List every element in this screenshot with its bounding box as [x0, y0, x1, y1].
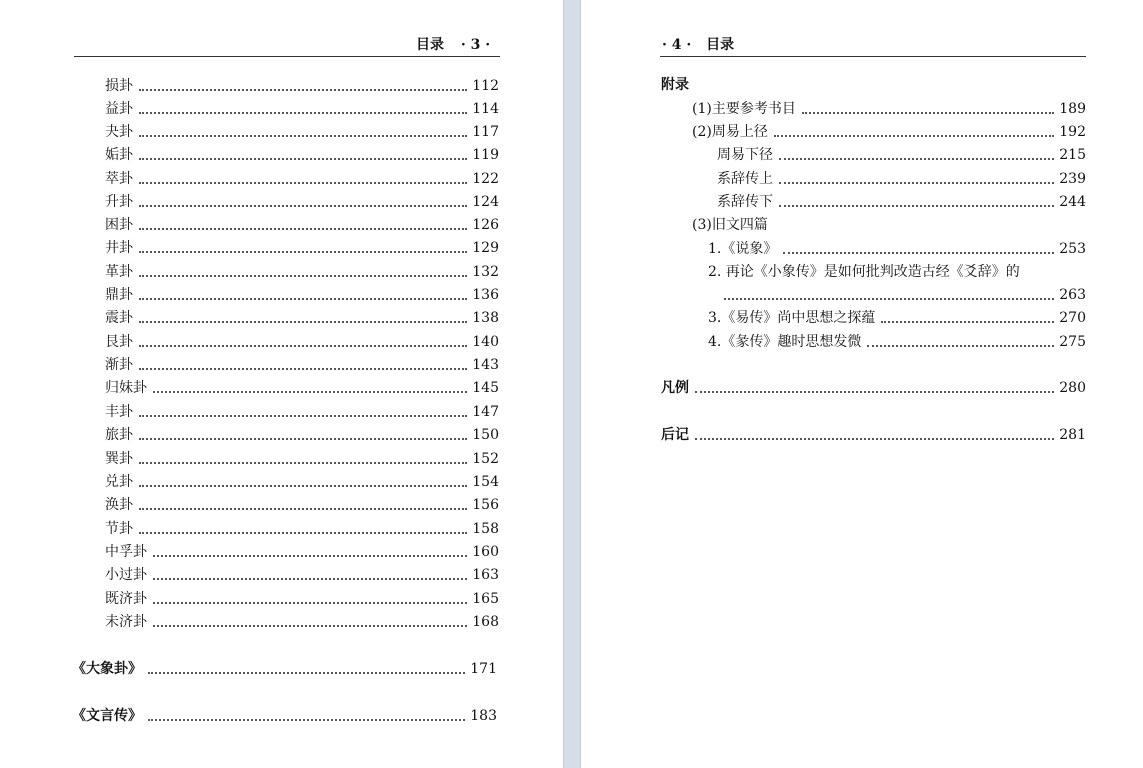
- leader-dots: [139, 135, 467, 137]
- toc-entry-label: 井卦: [105, 240, 133, 256]
- leader-dots: [695, 438, 1054, 440]
- toc-entry-page: 154: [472, 474, 499, 490]
- leader-dots: [153, 391, 467, 393]
- appendix-entry-page: 189: [1059, 101, 1086, 117]
- leader-dots: [139, 415, 467, 417]
- appendix-entry-label-wrapped: 2. 再论《小象传》是如何批判改造古经《爻辞》的: [708, 264, 1020, 280]
- leader-dots: [139, 321, 467, 323]
- toc-section-page: 280: [1059, 380, 1086, 396]
- leader-dots: [153, 578, 467, 580]
- toc-entry[interactable]: [105, 263, 499, 281]
- toc-section-page: 183: [470, 708, 497, 724]
- toc-entry[interactable]: [105, 543, 499, 561]
- page-gutter: [563, 0, 581, 768]
- leader-dots: [148, 672, 465, 674]
- appendix-entry-label: 1.《说象》: [708, 241, 778, 257]
- toc-section-label: 《大象卦》: [72, 661, 142, 677]
- toc-entry[interactable]: [105, 146, 499, 164]
- toc-entry-page: 114: [472, 101, 499, 117]
- appendix-entry[interactable]: [717, 146, 1086, 164]
- appendix-entry-label: 系辞传下: [717, 194, 773, 210]
- appendix-entry-page: 270: [1059, 310, 1086, 326]
- toc-entry-label: 未济卦: [105, 614, 147, 630]
- toc-entry[interactable]: [105, 286, 499, 304]
- toc-entry-label: 中孚卦: [105, 544, 147, 560]
- appendix-entry[interactable]: [717, 170, 1086, 188]
- toc-entry-label: 升卦: [105, 194, 133, 210]
- leader-dots: [148, 719, 465, 721]
- toc-section-entry[interactable]: [661, 426, 1086, 444]
- toc-entry[interactable]: [105, 77, 499, 95]
- toc-entry-page: 138: [472, 310, 499, 326]
- toc-entry-page: 129: [472, 240, 499, 256]
- toc-entry-label: 震卦: [105, 310, 133, 326]
- leader-dots: [783, 252, 1054, 254]
- page-header: [662, 34, 734, 54]
- leader-dots: [153, 555, 467, 557]
- appendix-subheading: (3)旧文四篇: [692, 217, 768, 233]
- leader-dots: [139, 251, 467, 253]
- leader-dots: [139, 298, 467, 300]
- header-page-marker: · 3 ·: [460, 37, 491, 53]
- header-rule: [660, 56, 1086, 57]
- toc-entry-label: 小过卦: [105, 567, 147, 583]
- toc-section-label: 后记: [661, 427, 689, 443]
- toc-entry[interactable]: [105, 333, 499, 351]
- toc-entry[interactable]: [105, 426, 499, 444]
- toc-entry[interactable]: [105, 239, 499, 257]
- toc-entry-label: 损卦: [105, 78, 133, 94]
- appendix-entry[interactable]: [692, 100, 1086, 118]
- leader-dots: [695, 391, 1054, 393]
- appendix-entry-page: 239: [1059, 171, 1086, 187]
- toc-section-entry[interactable]: [72, 660, 497, 678]
- toc-entry[interactable]: [105, 356, 499, 374]
- leader-dots: [139, 112, 467, 114]
- toc-entry-page: 150: [472, 427, 499, 443]
- toc-entry-page: 117: [472, 124, 499, 140]
- leader-dots: [139, 485, 467, 487]
- toc-section-label: 《文言传》: [72, 708, 142, 724]
- toc-entry-page: 163: [472, 567, 499, 583]
- toc-entry-page: 165: [472, 591, 499, 607]
- header-page-marker: · 4 ·: [662, 37, 692, 53]
- toc-entry-label: 巽卦: [105, 451, 133, 467]
- toc-section-entry[interactable]: [72, 707, 497, 725]
- toc-entry-page: 136: [472, 287, 499, 303]
- toc-entry[interactable]: [105, 613, 499, 631]
- toc-entry-page: 140: [472, 334, 499, 350]
- leader-dots: [139, 228, 467, 230]
- leader-dots: [139, 205, 467, 207]
- left-page: [0, 0, 563, 768]
- toc-entry-label: 鼎卦: [105, 287, 133, 303]
- leader-dots: [802, 112, 1054, 114]
- leader-dots: [139, 508, 467, 510]
- toc-entry-page: 145: [472, 380, 499, 396]
- toc-entry[interactable]: [105, 566, 499, 584]
- toc-entry[interactable]: [105, 309, 499, 327]
- appendix-title: 附录: [661, 77, 689, 93]
- appendix-entry-page: 215: [1059, 147, 1086, 163]
- toc-entry[interactable]: [105, 216, 499, 234]
- page-header: [416, 34, 490, 54]
- appendix-entry-page: 253: [1059, 241, 1086, 257]
- appendix-entry[interactable]: [708, 333, 1086, 351]
- right-page: [581, 0, 1143, 768]
- toc-entry-page: 132: [472, 264, 499, 280]
- toc-entry[interactable]: [105, 403, 499, 421]
- header-rule: [74, 56, 500, 57]
- leader-dots: [139, 462, 467, 464]
- toc-entry-page: 143: [472, 357, 499, 373]
- appendix-entry-label: (1)主要参考书目: [692, 101, 796, 117]
- leader-dots: [139, 89, 467, 91]
- appendix-entry[interactable]: [708, 240, 1086, 258]
- appendix-entry-page: 263: [1059, 287, 1086, 303]
- toc-entry-label: 涣卦: [105, 497, 133, 513]
- leader-dots: [779, 205, 1054, 207]
- toc-entry-label: 渐卦: [105, 357, 133, 373]
- toc-entry[interactable]: [105, 193, 499, 211]
- appendix-entry[interactable]: [692, 123, 1086, 141]
- toc-entry[interactable]: [105, 590, 499, 608]
- toc-entry-label: 节卦: [105, 521, 133, 537]
- toc-entry-page: 126: [472, 217, 499, 233]
- leader-dots: [779, 182, 1054, 184]
- leader-dots: [881, 321, 1054, 323]
- appendix-entry-page: 275: [1059, 334, 1086, 350]
- toc-entry-label: 丰卦: [105, 404, 133, 420]
- leader-dots: [867, 345, 1054, 347]
- leader-dots: [139, 368, 467, 370]
- appendix-entry[interactable]: [717, 193, 1086, 211]
- leader-dots: [139, 438, 467, 440]
- appendix-entry[interactable]: [708, 309, 1086, 327]
- toc-entry-label: 革卦: [105, 264, 133, 280]
- appendix-entry-page: 244: [1059, 194, 1086, 210]
- toc-entry-label: 益卦: [105, 101, 133, 117]
- leader-dots: [153, 602, 467, 604]
- appendix-entry-label: 3.《易传》尚中思想之探蕴: [708, 310, 876, 326]
- toc-entry[interactable]: [105, 379, 499, 397]
- toc-entry-label: 困卦: [105, 217, 133, 233]
- toc-entry-label: 旅卦: [105, 427, 133, 443]
- leader-dots: [774, 135, 1054, 137]
- toc-entry-page: 147: [472, 404, 499, 420]
- toc-section-page: 281: [1059, 427, 1086, 443]
- toc-entry-page: 168: [472, 614, 499, 630]
- toc-entry-label: 艮卦: [105, 334, 133, 350]
- toc-entry[interactable]: [105, 473, 499, 491]
- toc-entry-page: 124: [472, 194, 499, 210]
- appendix-entry-label: 4.《彖传》趣时思想发微: [708, 334, 862, 350]
- toc-section-label: 凡例: [661, 380, 689, 396]
- toc-entry-page: 122: [472, 171, 499, 187]
- toc-entry-page: 156: [472, 497, 499, 513]
- leader-dots: [139, 345, 467, 347]
- toc-entry-label: 萃卦: [105, 171, 133, 187]
- toc-section-entry[interactable]: [661, 379, 1086, 397]
- leader-dots: [139, 532, 467, 534]
- appendix-entry-continuation[interactable]: [724, 286, 1086, 304]
- toc-entry-page: 119: [472, 147, 499, 163]
- header-title: 目录: [416, 37, 444, 53]
- toc-entry-page: 152: [472, 451, 499, 467]
- appendix-entry-label: 系辞传上: [717, 171, 773, 187]
- toc-section-page: 171: [470, 661, 497, 677]
- toc-entry-label: 夬卦: [105, 124, 133, 140]
- toc-entry-page: 112: [472, 78, 499, 94]
- toc-entry[interactable]: [105, 496, 499, 514]
- leader-dots: [724, 298, 1054, 300]
- toc-entry[interactable]: [105, 520, 499, 538]
- toc-entry-page: 160: [472, 544, 499, 560]
- appendix-entry-label: 周易下径: [717, 147, 773, 163]
- toc-entry-label: 姤卦: [105, 147, 133, 163]
- leader-dots: [139, 275, 467, 277]
- appendix-entry-label: (2)周易上径: [692, 124, 768, 140]
- leader-dots: [153, 625, 467, 627]
- toc-entry-label: 归妹卦: [105, 380, 147, 396]
- header-title: 目录: [706, 37, 735, 53]
- leader-dots: [139, 182, 467, 184]
- appendix-entry-page: 192: [1059, 124, 1086, 140]
- toc-entry[interactable]: [105, 100, 499, 118]
- leader-dots: [139, 158, 467, 160]
- toc-entry[interactable]: [105, 123, 499, 141]
- toc-entry-label: 既济卦: [105, 591, 147, 607]
- toc-entry[interactable]: [105, 450, 499, 468]
- toc-entry-page: 158: [472, 521, 499, 537]
- toc-entry-label: 兑卦: [105, 474, 133, 490]
- leader-dots: [779, 158, 1054, 160]
- toc-entry[interactable]: [105, 170, 499, 188]
